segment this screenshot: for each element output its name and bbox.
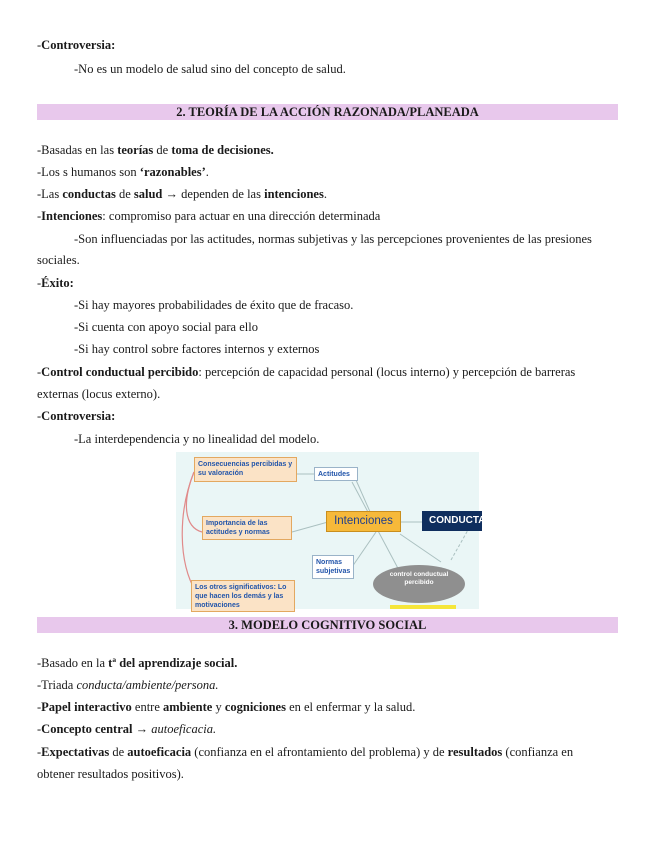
exito-item-3: -Si hay control sobre factores internos y externos — [74, 342, 320, 356]
s3-line-1: -Basado en la tª del aprendizaje social. — [37, 656, 238, 670]
s2-line-1: -Basadas en las teorías de toma de decisiones. — [37, 143, 274, 157]
control-line-b: externas (locus externo). — [37, 387, 161, 401]
controversia-label-2: Controversia: — [41, 409, 116, 423]
controversia-line-2: -Controversia: — [37, 409, 116, 423]
theory-diagram — [176, 452, 486, 609]
s2-line-2: -Los s humanos son ‘razonables’. — [37, 165, 209, 179]
highlight-bar — [390, 605, 456, 609]
s3-line-3: -Papel interactivo entre ambiente y cogniciones en el enfermar y la salud. — [37, 700, 416, 714]
controversia-label: Controversia: — [41, 38, 116, 52]
control-line: -Control conductual percibido: percepción de capacidad personal (locus interno) y percepción de barreras — [37, 365, 576, 379]
s2-line-5b: sociales. — [37, 253, 80, 267]
controversia-text-2: -La interdependencia y no linealidad del modelo. — [74, 432, 320, 446]
exito-item-2: -Si cuenta con apoyo social para ello — [74, 320, 258, 334]
s2-line-5: -Son influenciadas por las actitudes, normas subjetivas y las percepciones provenientes de las presiones — [74, 232, 592, 246]
s3-line-4: -Concepto central → autoeficacia. — [37, 722, 217, 736]
actitudes-box: Actitudes — [314, 467, 358, 481]
exito-line: -Éxito: — [37, 276, 74, 290]
exito-item-1: -Si hay mayores probabilidades de éxito que de fracaso. — [74, 298, 354, 312]
s2-line-4: -Intenciones: compromiso para actuar en una dirección determinada — [37, 209, 381, 223]
s2-line-3: -Las conductas de salud → dependen de las intenciones. — [37, 187, 327, 201]
importancia-box: Importancia de las actitudes y normas — [202, 516, 292, 540]
controversia-line-1: -Controversia: — [37, 38, 116, 52]
consecuencias-box: Consecuencias percibidas y su valoración — [194, 457, 297, 482]
conducta-box: CONDUCTA — [422, 511, 482, 531]
normas-box: Normas subjetivas — [312, 555, 354, 579]
section-3-heading: 3. MODELO COGNITIVO SOCIAL — [37, 617, 618, 633]
exito-label: Éxito: — [41, 276, 74, 290]
intenciones-box: Intenciones — [326, 511, 401, 532]
control-percibido-ellipse: control conductual percibido — [373, 565, 465, 603]
controversia-text-1: -No es un modelo de salud sino del concepto de salud. — [74, 62, 346, 76]
s3-line-2: -Triada conducta/ambiente/persona. — [37, 678, 219, 692]
s3-line-5: -Expectativas de autoeficacia (confianza en el afrontamiento del problema) y de resultados (confianza en — [37, 745, 574, 759]
s3-line-5b: obtener resultados positivos). — [37, 767, 184, 781]
section-2-heading: 2. TEORÍA DE LA ACCIÓN RAZONADA/PLANEADA — [37, 104, 618, 120]
otros-box: Los otros significativos: Lo que hacen los demás y las motivaciones — [191, 580, 295, 612]
